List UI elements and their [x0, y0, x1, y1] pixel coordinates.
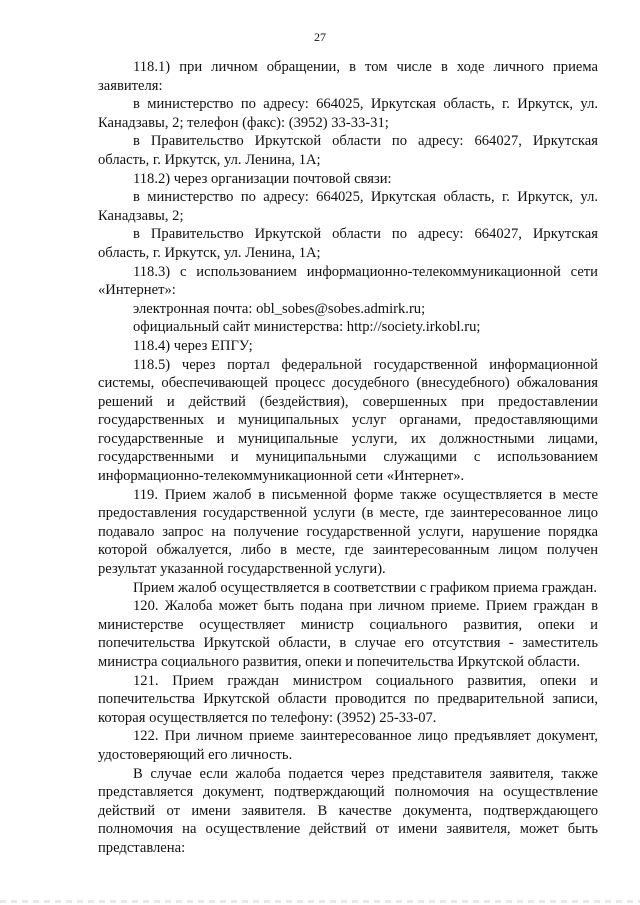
paragraph-120: 120. Жалоба может быть подана при личном приеме. Прием граждан в министерстве осуществляет министр социального развития, опеки и попечительства Иркутской области, в случае его отсутствия - заместитель министра социального развития, опеки и попечительства Иркутской области. [98, 598, 598, 670]
paragraph-reception-schedule: Прием жалоб осуществляется в соответствии с графиком приема граждан. [133, 579, 597, 596]
paragraph-website: официальный сайт министерства: http://society.irkobl.ru; [133, 319, 481, 336]
paragraph-119: 119. Прием жалоб в письменной форме также осуществляется в месте предоставления государственной услуги (в месте, где заинтересованное лицо подавало запрос на получение государственной услуги, нарушение порядка которой обжалуется, либо в месте, где заинтересованным лицом получен результат указанной государственной услуги). [98, 486, 598, 578]
paragraph-118-1: 118.1) при личном обращении, в том числе в ходе личного приема заявителя: [98, 59, 598, 94]
paragraph-118-5: 118.5) через портал федеральной государственной информационной системы, обеспечивающей процесс досудебного (внесудебного) обжалования решений и действий (бездействия), совершенных при предоставлении государственных и муниципальных услуг органами, предоставляющими государственные и муниципальные услуги, их должностными лицами, государственными и муниципальными служащими с использованием информационно-телекоммуникационной сети «Интернет». [98, 356, 598, 485]
paragraph-121: 121. Прием граждан министром социального развития, опеки и попечительства Иркутской области проводится по предварительной записи, которая осуществляется по телефону: (3952) 25-33-07. [98, 672, 598, 726]
paragraph-118-3: 118.3) с использованием информационно-телекоммуникационной сети «Интернет»: [98, 263, 598, 299]
paragraph-government-address-post: в Правительство Иркутской области по адресу: 664027, Иркутская область, г. Иркутск, ул. Ленина, 1А; [98, 226, 598, 261]
paragraph-email: электронная почта: obl_sobes@sobes.admirk.ru; [133, 300, 426, 317]
page-number: 27 [314, 30, 326, 44]
paragraph-representative: В случае если жалоба подается через представителя заявителя, также представляется документ, подтверждающий полномочия на осуществление действий от имени заявителя. В качестве документа, подтверждающего полномочия на осуществление действий от имени заявителя, может быть представлена: [98, 765, 598, 856]
paragraph-ministry-address-post: в министерство по адресу: 664025, Иркутская область, г. Иркутск, ул. Канадзавы, 2; [98, 189, 598, 224]
paragraph-118-2: 118.2) через организации почтовой связи: [133, 170, 392, 187]
paragraph-government-address-in-person: в Правительство Иркутской области по адресу: 664027, Иркутская область, г. Иркутск, ул. Ленина, 1А; [98, 133, 598, 168]
paragraph-ministry-address-in-person: в министерство по адресу: 664025, Иркутская область, г. Иркутск, ул. Канадзавы, 2; телефон (факс): (3952) 33-33-31; [98, 96, 598, 131]
paragraph-118-4: 118.4) через ЕПГУ; [133, 337, 253, 354]
paragraph-122: 122. При личном приеме заинтересованное лицо предъявляет документ, удостоверяющий его личность. [98, 728, 598, 763]
scan-edge-artifact [0, 900, 640, 903]
document-body [98, 58, 598, 858]
